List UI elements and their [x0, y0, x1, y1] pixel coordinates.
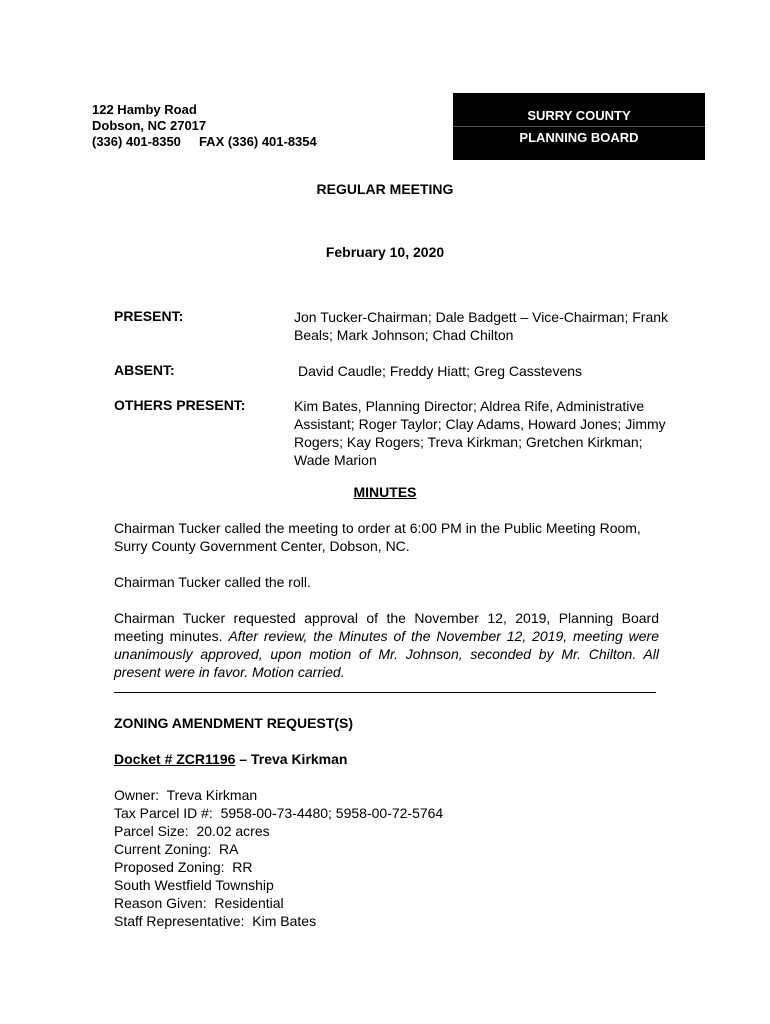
absent-label: ABSENT:	[114, 362, 175, 378]
address-street: 122 Hamby Road	[92, 102, 197, 117]
detail-reason: Reason Given: Residential	[114, 895, 284, 911]
absent-value: David Caudle; Freddy Hiatt; Greg Casstevens	[298, 363, 583, 379]
address-city: Dobson, NC 27017	[92, 118, 207, 133]
detail-proposed-zoning: Proposed Zoning: RR	[114, 859, 253, 875]
detail-staff: Staff Representative: Kim Bates	[114, 913, 317, 929]
docket-applicant: – Treva Kirkman	[235, 751, 348, 767]
section-divider	[114, 692, 656, 693]
badge-board: PLANNING BOARD	[519, 130, 639, 145]
approval-result: After review, the Minutes of the November 12, 2019, meeting were unanimously approved, upon motion of Mr. Johnson, seconded by Mr. Chilton. All present were in favor. Motion carried.	[114, 628, 659, 680]
docket-details	[114, 786, 443, 930]
others-present-value: Kim Bates, Planning Director; Aldrea Rife, Administrative Assistant; Roger Taylor; Clay Adams, Howard Jones; Jimmy Rogers; Kay Rogers; Treva Kirkman; Gretchen Kirkman; Wade Marion	[294, 398, 666, 468]
detail-owner: Owner: Treva Kirkman	[114, 787, 258, 803]
detail-township: South Westfield Township	[114, 877, 274, 893]
minutes-call-to-order: Chairman Tucker called the meeting to order at 6:00 PM in the Public Meeting Room, Surry County Government Center, Dobson, NC.	[114, 520, 641, 554]
minutes-heading: MINUTES	[353, 484, 417, 500]
present-label: PRESENT:	[114, 308, 184, 324]
detail-parcel-size: Parcel Size: 20.02 acres	[114, 823, 270, 839]
planning-board-badge	[453, 93, 705, 160]
badge-county: SURRY COUNTY	[527, 108, 631, 123]
meeting-date: February 10, 2020	[325, 244, 445, 260]
docket-number: Docket # ZCR1196	[114, 751, 236, 767]
letterhead-address	[92, 102, 317, 150]
present-value: Jon Tucker-Chairman; Dale Badgett – Vice-Chairman; Frank Beals; Mark Johnson; Chad Chilton	[294, 309, 669, 343]
docket-heading	[114, 751, 347, 767]
zoning-section-title: ZONING AMENDMENT REQUEST(S)	[114, 715, 354, 731]
detail-tax-parcel: Tax Parcel ID #: 5958-00-73-4480; 5958-00-72-5764	[114, 805, 444, 821]
meeting-type: REGULAR MEETING	[316, 181, 454, 197]
approval-request: Chairman Tucker requested approval of the November 12, 2019, Planning Board meeting minutes.	[114, 610, 659, 644]
detail-current-zoning: Current Zoning: RA	[114, 841, 239, 857]
minutes-roll-call: Chairman Tucker called the roll.	[114, 574, 311, 590]
others-present-label: OTHERS PRESENT:	[114, 397, 246, 413]
address-phone-fax: (336) 401-8350 FAX (336) 401-8354	[92, 134, 317, 149]
minutes-approval	[114, 609, 659, 681]
